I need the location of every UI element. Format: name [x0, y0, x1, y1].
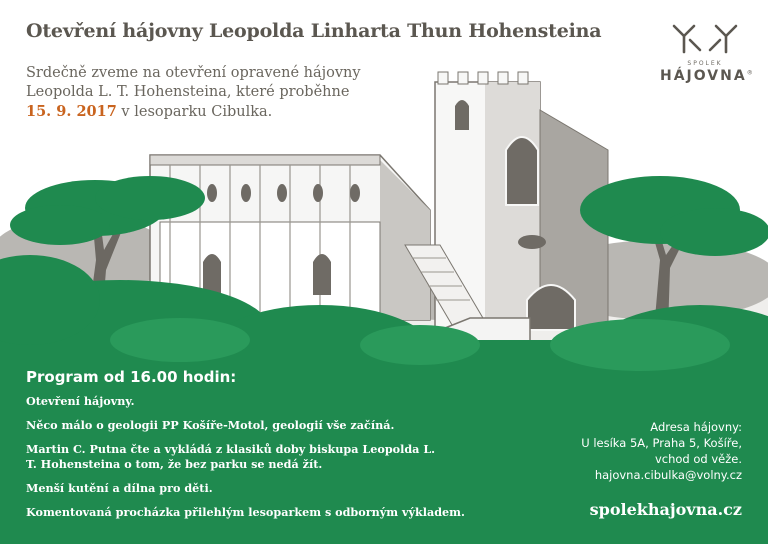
logo-name: HÁJOVNA: [660, 68, 747, 84]
page-title: Otevření hájovny Leopolda Linharta Thun Hohensteina: [26, 20, 602, 42]
spolek-hajovna-logo: [660, 22, 755, 92]
program-list: [26, 394, 496, 520]
logo-registered-mark: ®: [746, 69, 755, 77]
spolek-hajovna-logo-icon: [660, 22, 750, 58]
intro-line-2: Leopolda L. T. Hohensteina, které proběhne: [26, 84, 350, 100]
event-place: v lesoparku Cibulka.: [116, 104, 273, 120]
intro-line-1: Srdečně zveme na otevření opravené hájovny: [26, 65, 361, 81]
address-line-2: vchod od věže.: [654, 452, 742, 466]
program: [26, 368, 496, 529]
address-block: [502, 419, 742, 483]
intro-text: [26, 64, 426, 122]
address-email: hajovna.cibulka@volny.cz: [594, 468, 742, 482]
address-line-1: U lesíka 5A, Praha 5, Košíře,: [581, 436, 742, 450]
event-date: 15. 9. 2017: [26, 103, 117, 120]
program-item: Martin C. Putna čte a vykládá z klasiků doby biskupa Leopolda L. T. Hohensteina o tom, že bez parku se nedá žít.: [26, 442, 436, 471]
program-heading: Program od 16.00 hodin:: [26, 368, 237, 386]
logo-main-text: [660, 68, 755, 84]
program-item: Otevření hájovny.: [26, 394, 135, 408]
program-item: Něco málo o geologii PP Košíře-Motol, geologií vše začíná.: [26, 418, 395, 432]
logo-top-text: SPOLEK: [687, 60, 723, 67]
address-label: Adresa hájovny:: [650, 420, 742, 434]
intro-line-3: [26, 102, 426, 122]
website-link: spolekhajovna.cz: [589, 500, 742, 519]
program-item: Menší kutění a dílna pro děti.: [26, 481, 213, 495]
program-item: Komentovaná procházka přilehlým lesoparkem s odborným výkladem.: [26, 505, 465, 519]
